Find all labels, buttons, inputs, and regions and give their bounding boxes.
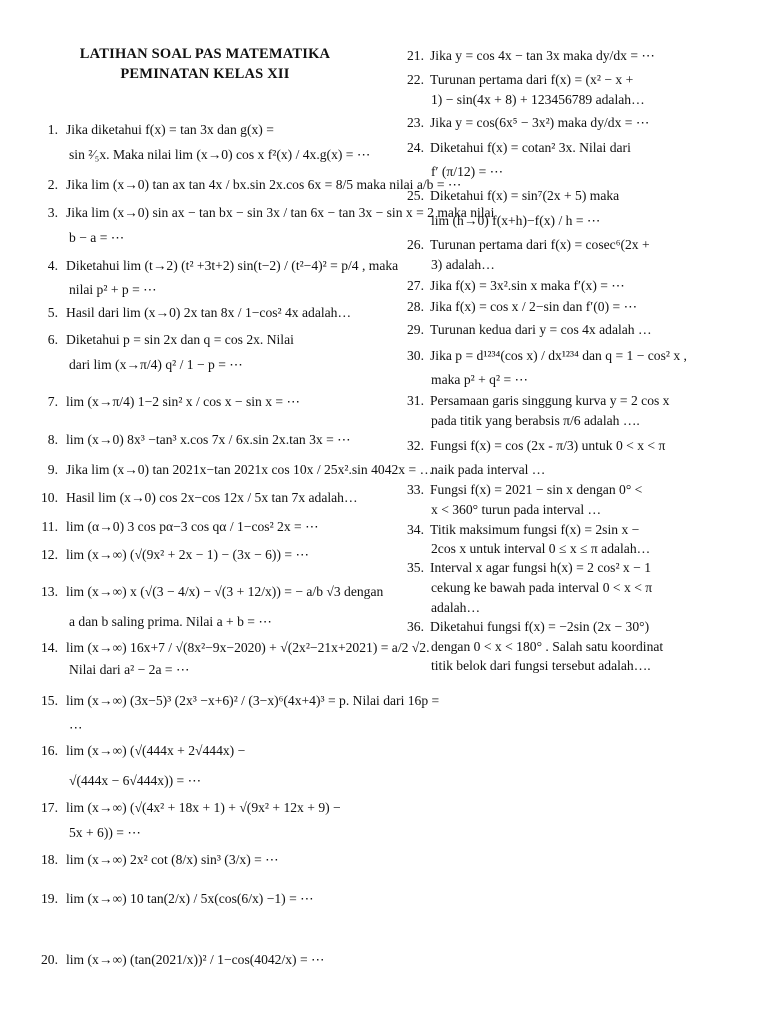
question-text-continued: naik pada interval … bbox=[431, 462, 546, 477]
question-number: 23. bbox=[407, 115, 424, 130]
question-text: lim (x→∞) (√(444x + 2√444x) − bbox=[66, 743, 246, 758]
question-text: Jika f(x) = cos x / 2−sin dan f′(0) = ⋯ bbox=[430, 299, 638, 314]
question-item bbox=[396, 235, 650, 255]
question-text-continued: b − a = ⋯ bbox=[69, 230, 125, 245]
question-item bbox=[0, 488, 358, 508]
question-text-continued: dari lim (x→π/4) q² / 1 − p = ⋯ bbox=[69, 357, 243, 372]
question-text: Jika y = cos 4x − tan 3x maka dy/dx = ⋯ bbox=[430, 48, 655, 63]
question-number: 8. bbox=[47, 432, 58, 447]
question-text: Titik maksimum fungsi f(x) = 2sin x − bbox=[430, 522, 640, 537]
question-item bbox=[0, 950, 325, 970]
question-number: 31. bbox=[407, 393, 424, 408]
question-item bbox=[0, 256, 398, 276]
question-text-continued: x < 360° turun pada interval … bbox=[431, 502, 602, 517]
question-text: lim (x→∞) 2x² cot (8/x) sin³ (3/x) = ⋯ bbox=[66, 852, 279, 867]
question-number: 10. bbox=[41, 490, 58, 505]
question-number: 14. bbox=[41, 640, 58, 655]
question-item bbox=[0, 517, 319, 537]
question-text: Fungsi f(x) = cos (2x - π/3) untuk 0 < x < π bbox=[430, 438, 666, 453]
question-text-continued: cekung ke bawah pada interval 0 < x < π bbox=[431, 580, 653, 595]
question-number: 17. bbox=[41, 800, 58, 815]
question-number: 34. bbox=[407, 522, 424, 537]
question-text-continued: 1) − sin(4x + 8) + 123456789 adalah… bbox=[431, 92, 645, 107]
question-text: Diketahui lim (t→2) (t² +3t+2) sin(t−2) / (t²−4)² = p/4 , maka bbox=[66, 258, 399, 273]
question-text: lim (α→0) 3 cos pα−3 cos qα / 1−cos² 2x = ⋯ bbox=[66, 519, 319, 534]
question-number: 26. bbox=[407, 237, 424, 252]
question-number: 1. bbox=[47, 122, 58, 137]
question-text: Jika lim (x→0) tan ax tan 4x / bx.sin 2x.cos 6x = 8/5 maka nilai a/b = ⋯ bbox=[66, 177, 462, 192]
question-number: 35. bbox=[407, 560, 424, 575]
question-item bbox=[396, 138, 631, 158]
question-number: 29. bbox=[407, 322, 424, 337]
question-text-continued: Nilai dari a² − 2a = ⋯ bbox=[69, 662, 190, 677]
question-item bbox=[396, 276, 625, 296]
question-number: 36. bbox=[407, 619, 424, 634]
question-text: lim (x→∞) (tan(2021/x))² / 1−cos(4042/x) = ⋯ bbox=[66, 952, 325, 967]
question-text-continued: pada titik yang berabsis π/6 adalah …. bbox=[431, 413, 640, 428]
question-item bbox=[0, 175, 462, 195]
question-text-continued: 2cos x untuk interval 0 ≤ x ≤ π adalah… bbox=[431, 541, 651, 556]
question-text-continued: lim (h→0) f(x+h)−f(x) / h = ⋯ bbox=[431, 213, 601, 228]
question-text-continued: 5x + 6)) = ⋯ bbox=[69, 825, 141, 840]
question-text: lim (x→∞) (3x−5)³ (2x³ −x+6)² / (3−x)⁶(4x+4)³ = p. Nilai dari 16p = bbox=[66, 693, 440, 708]
question-item bbox=[0, 120, 274, 140]
question-text: Jika p = d¹²³⁴(cos x) / dx¹²³⁴ dan q = 1 − cos² x , bbox=[430, 348, 687, 363]
question-item bbox=[396, 520, 639, 540]
question-text-continued: √(444x − 6√444x)) = ⋯ bbox=[69, 773, 202, 788]
question-item bbox=[396, 186, 619, 206]
question-number: 12. bbox=[41, 547, 58, 562]
question-text-continued: titik belok dari fungsi tersebut adalah…. bbox=[431, 658, 651, 673]
question-text: Diketahui p = sin 2x dan q = cos 2x. Nilai bbox=[66, 332, 294, 347]
question-number: 27. bbox=[407, 278, 424, 293]
question-number: 32. bbox=[407, 438, 424, 453]
question-item bbox=[0, 203, 494, 223]
question-text: Turunan pertama dari f(x) = cosec⁶(2x + bbox=[430, 237, 650, 252]
question-number: 33. bbox=[407, 482, 424, 497]
question-text: Fungsi f(x) = 2021 − sin x dengan 0° < bbox=[430, 482, 643, 497]
question-text-continued: 3) adalah… bbox=[431, 257, 495, 272]
question-item bbox=[396, 436, 665, 456]
question-text: Diketahui f(x) = sin⁷(2x + 5) maka bbox=[430, 188, 620, 203]
question-item bbox=[0, 889, 314, 909]
question-number: 28. bbox=[407, 299, 424, 314]
question-item bbox=[396, 297, 637, 317]
question-number: 3. bbox=[47, 205, 58, 220]
question-item bbox=[0, 798, 341, 818]
question-text: lim (x→∞) x (√(3 − 4/x) − √(3 + 12/x)) = − a/b √3 dengan bbox=[66, 584, 384, 599]
question-text: lim (x→∞) 16x+7 / √(8x²−9x−2020) + √(2x²−21x+2021) = a/2 √2. bbox=[66, 640, 430, 655]
question-number: 21. bbox=[407, 48, 424, 63]
question-item bbox=[0, 638, 429, 658]
question-item bbox=[0, 545, 309, 565]
question-item bbox=[396, 617, 649, 637]
question-text: Jika lim (x→0) sin ax − tan bx − sin 3x / tan 6x − tan 3x − sin x = 2 maka nilai bbox=[66, 205, 495, 220]
question-item bbox=[0, 392, 300, 412]
question-number: 11. bbox=[41, 519, 58, 534]
question-number: 22. bbox=[407, 72, 424, 87]
title-line-1: LATIHAN SOAL PAS MATEMATIKA bbox=[79, 46, 331, 62]
question-number: 4. bbox=[47, 258, 58, 273]
question-item bbox=[0, 691, 439, 711]
question-text-continued: f′ (π/12) = ⋯ bbox=[431, 164, 504, 179]
question-number: 18. bbox=[41, 852, 58, 867]
question-item bbox=[396, 320, 652, 340]
question-text-continued: a dan b saling prima. Nilai a + b = ⋯ bbox=[69, 614, 272, 629]
question-text: Interval x agar fungsi h(x) = 2 cos² x − 1 bbox=[430, 560, 651, 575]
question-number: 7. bbox=[47, 394, 58, 409]
question-number: 13. bbox=[41, 584, 58, 599]
question-item bbox=[0, 850, 279, 870]
question-text-continued: nilai p² + p = ⋯ bbox=[69, 282, 157, 297]
question-item bbox=[0, 330, 294, 350]
question-text: Jika lim (x→0) tan 2021x−tan 2021x cos 10x / 25x².sin 4042x = … bbox=[66, 462, 434, 477]
question-item bbox=[396, 70, 633, 90]
question-text: Persamaan garis singgung kurva y = 2 cos x bbox=[430, 393, 670, 408]
question-item bbox=[0, 741, 245, 761]
question-number: 20. bbox=[41, 952, 58, 967]
question-item bbox=[0, 303, 351, 323]
question-number: 25. bbox=[407, 188, 424, 203]
question-text-continued: maka p² + q² = ⋯ bbox=[431, 372, 529, 387]
question-number: 30. bbox=[407, 348, 424, 363]
question-text: Turunan kedua dari y = cos 4x adalah … bbox=[430, 322, 652, 337]
question-item bbox=[396, 46, 655, 66]
question-number: 5. bbox=[47, 305, 58, 320]
question-text: lim (x→π/4) 1−2 sin² x / cos x − sin x = ⋯ bbox=[66, 394, 301, 409]
question-item bbox=[0, 460, 433, 480]
question-text: lim (x→∞) (√(4x² + 18x + 1) + √(9x² + 12x + 9) − bbox=[66, 800, 341, 815]
question-text: Hasil lim (x→0) cos 2x−cos 12x / 5x tan 7x adalah… bbox=[66, 490, 358, 505]
question-text: Diketahui f(x) = cotan² 3x. Nilai dari bbox=[430, 140, 631, 155]
title-line-2: PEMINATAN KELAS XII bbox=[120, 66, 290, 82]
question-item bbox=[396, 346, 687, 366]
question-text: Jika f(x) = 3x².sin x maka f′(x) = ⋯ bbox=[430, 278, 625, 293]
question-item bbox=[396, 480, 642, 500]
question-number: 2. bbox=[47, 177, 58, 192]
question-text: lim (x→∞) (√(9x² + 2x − 1) − (3x − 6)) = ⋯ bbox=[66, 547, 310, 562]
question-text: Diketahui fungsi f(x) = −2sin (2x − 30°) bbox=[430, 619, 650, 634]
question-text-continued: sin ²⁄₅x. Maka nilai lim (x→0) cos x f²(x) / 4x.g(x) = ⋯ bbox=[69, 147, 371, 162]
question-item bbox=[396, 391, 669, 411]
question-text: lim (x→∞) 10 tan(2/x) / 5x(cos(6/x) −1) = ⋯ bbox=[66, 891, 314, 906]
question-item bbox=[396, 113, 649, 133]
question-text: Jika diketahui f(x) = tan 3x dan g(x) = bbox=[66, 122, 274, 137]
question-number: 9. bbox=[47, 462, 58, 477]
question-number: 24. bbox=[407, 140, 424, 155]
question-item bbox=[0, 430, 351, 450]
question-item bbox=[0, 582, 383, 602]
question-text: Turunan pertama dari f(x) = (x² − x + bbox=[430, 72, 634, 87]
question-number: 6. bbox=[47, 332, 58, 347]
question-text-continued: ⋯ bbox=[69, 720, 83, 735]
question-number: 16. bbox=[41, 743, 58, 758]
question-item bbox=[396, 558, 651, 578]
question-text: Hasil dari lim (x→0) 2x tan 8x / 1−cos² 4x adalah… bbox=[66, 305, 352, 320]
question-text: lim (x→0) 8x³ −tan³ x.cos 7x / 6x.sin 2x.tan 3x = ⋯ bbox=[66, 432, 351, 447]
question-text-continued: adalah… bbox=[431, 600, 481, 615]
question-number: 19. bbox=[41, 891, 58, 906]
question-text: Jika y = cos(6x⁵ − 3x²) maka dy/dx = ⋯ bbox=[430, 115, 650, 130]
question-number: 15. bbox=[41, 693, 58, 708]
question-text-continued: dengan 0 < x < 180° . Salah satu koordinat bbox=[431, 639, 664, 654]
